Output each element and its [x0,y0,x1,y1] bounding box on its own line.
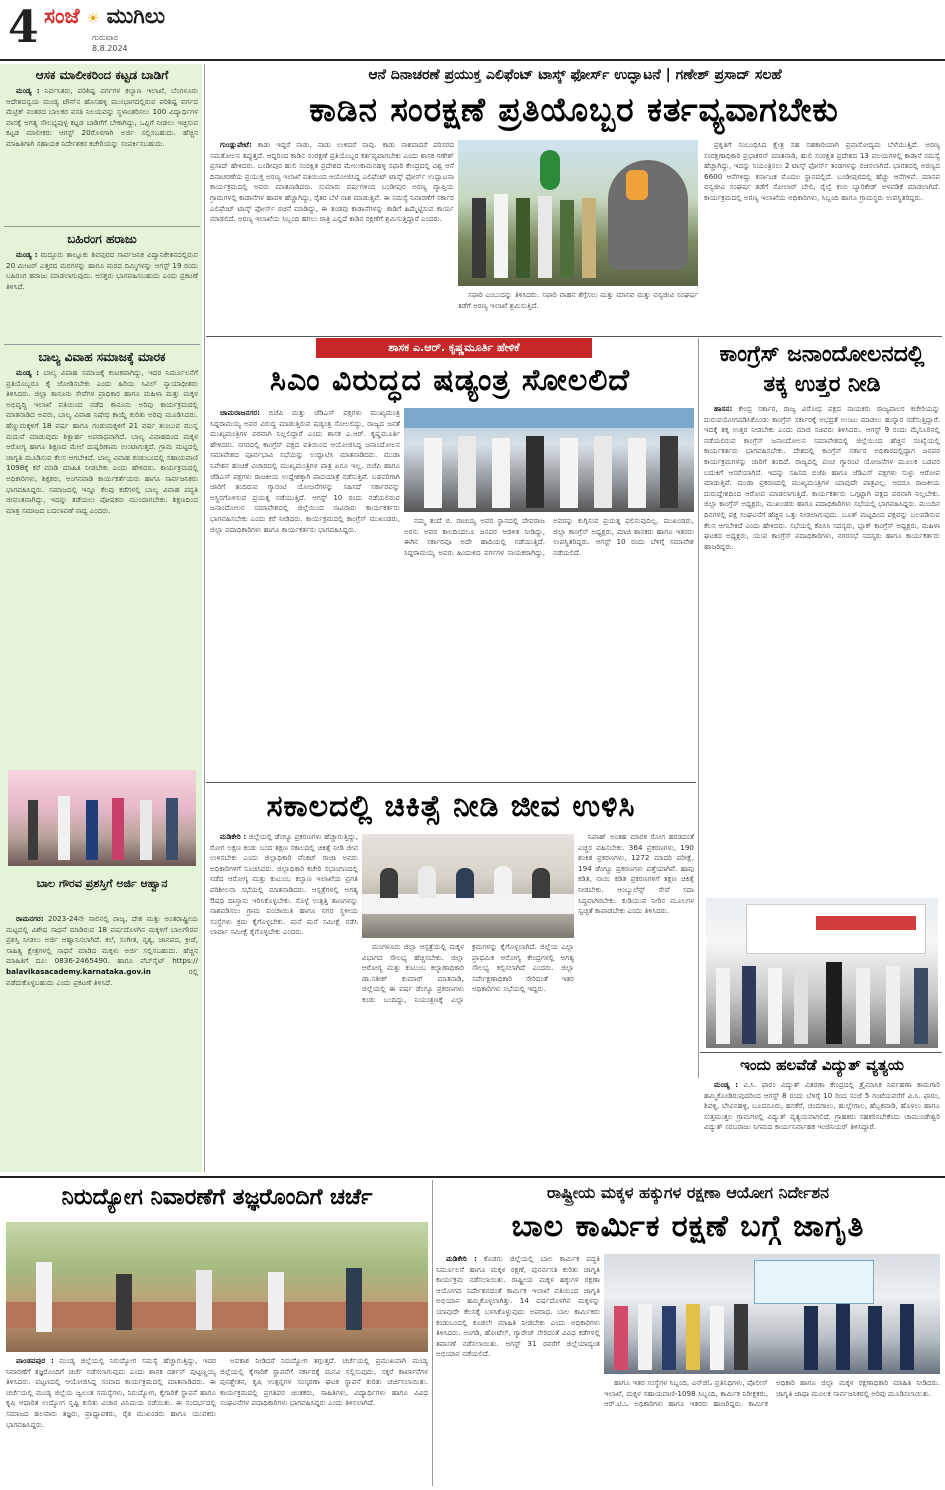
left-story3-body [6,368,198,764]
divider [206,782,696,783]
right1-body [704,404,940,894]
mid2-body [210,832,358,1172]
left-story4-tail: ರಲ್ಲಿ ಪಡೆದುಕೊಳ್ಳಬಹುದು ಎಂದು ಪ್ರಕಟಣೆ ತಿಳಿಸಿದೆ. [6,966,198,987]
mid2-text: ಜಿಲ್ಲೆಯಲ್ಲಿ ಡೆಂಗ್ಯೂ ಪ್ರಕರಣಗಳು ಹೆಚ್ಚಾಗುತ್ತಿದ್ದು, ರೋಗ ಲಕ್ಷಣ ಕಂಡು ಬಂದ ತಕ್ಷಣ ಸಕಾಲದಲ್ಲಿ ಚಿಕಿತ್ಸೆ ನೀಡಿ ಜೀವ ಉಳಿಸಬೇಕು ಎಂದು ಜಿಲ್ಲಾಧಿಕಾರಿ ವೆಂಕಟ್ ರಾಜಾ ಅವರು ಅಧಿಕಾರಿಗಳಿಗೆ ಸೂಚಿಸಿದರು. ಜಿಲ್ಲಾಧಿಕಾರಿ ಕಚೇರಿ ಸಭಾಂಗಣದಲ್ಲಿ ನಡೆದ ಆರೋಗ್ಯ ಮತ್ತು ಕುಟುಂಬ ಕಲ್ಯಾಣ ಇಲಾಖೆಯ ಪ್ರಗತಿ ಪರಿಶೀಲನಾ ಸಭೆಯಲ್ಲಿ ಮಾತನಾಡಿದರು. ಆಸ್ಪತ್ರೆಗಳಲ್ಲಿ ಅಗತ್ಯ ಔಷಧಿ ದಾಸ್ತಾನು ಇರಿಸಿಕೊಳ್ಳಬೇಕು. ಸೊಳ್ಳೆ ಉತ್ಪತ್ತಿ ತಾಣಗಳನ್ನು ನಾಶಪಡಿಸಲು ಗ್ರಾಮ ಪಂಚಾಯಿತಿ ಹಾಗೂ ನಗರ ಸ್ಥಳೀಯ ಸಂಸ್ಥೆಗಳು ಕ್ರಮ ಕೈಗೊಳ್ಳಬೇಕು. ಮನೆ ಮನೆ ಸಮೀಕ್ಷೆ ನಡೆಸಿ ಲಾರ್ವಾ ಸಮೀಕ್ಷೆ ಕೈಗೊಳ್ಳಬೇಕು ಎಂದರು. [210,832,358,937]
top-body [210,140,454,334]
mid2-body3 [578,832,694,1172]
right1-dateline: ಹಾಸನ: [714,404,733,413]
paper-name-red: ಸಂಜೆ [44,4,80,28]
mid1-text2: ನಮ್ಮ ತಂದೆ ಬಿ. ರಾಚಯ್ಯ ಅವರ ಸ್ಥಾನದಲ್ಲಿ ದೇವರಾಜ ಅರಸು ಅವರ ಕಾಲದಿಂದಲೂ ಜನಪರ ಆಡಳಿತ ನೀಡಿದ್ದು, ಈಗಿನ ಸರ್ಕಾರವೂ ಅದೇ ಹಾದಿಯಲ್ಲಿ ನಡೆಯುತ್ತಿದೆ. ಸಿದ್ದರಾಮಯ್ಯ ಅವರು ಹಿಂದುಳಿದ ವರ್ಗಗಳ ನಾಯಕರಾಗಿದ್ದು, ಅವರನ್ನು ಕುಗ್ಗಿಸುವ ಪ್ರಯತ್ನ ಫಲಿಸುವುದಿಲ್ಲ. ಮುಖಂಡರು, ಜಿಲ್ಲಾ ಕಾಂಗ್ರೆಸ್ ಅಧ್ಯಕ್ಷರು, ಮಾಜಿ ಶಾಸಕರು ಹಾಗೂ ಇತರರು ಉಪಸ್ಥಿತರಿದ್ದರು. ಆಗಸ್ಟ್ 10 ರಂದು ಬೆಳಿಗ್ಗೆ ಸಮಾವೇಶ ನಡೆಯಲಿದೆ. [404,516,694,557]
mid1-dateline: ಚಾಮರಾಜನಗರ: [220,408,261,417]
mid2-dateline: ಮಡಿಕೇರಿ : [220,832,247,841]
bottom-left-body2 [220,1356,428,1486]
section-rule [0,1176,945,1178]
mid2-body2 [362,942,574,1172]
mid2-headline: ಸಕಾಲದಲ್ಲಿ ಚಿಕಿತ್ಸೆ ನೀಡಿ ಜೀವ ಉಳಿಸಿ [266,789,636,824]
right2-body [704,1080,940,1172]
mid1-body [210,408,400,778]
paper-name-black: ಮುಗಿಲು [106,4,166,28]
sun-icon: ☀ [86,11,100,27]
left-story4-url[interactable]: balavikasacademy.karnataka.gov.in [6,966,151,976]
mid2-text3: ನಿಪಾಹ್ ಅಂತಹ ಮಾರಕ ರೋಗ ಹರಡದಂತೆ ಎಚ್ಚರ ವಹಿಸಬೇಕು. 364 ಪ್ರಕರಣಗಳು, 190 ಶಂಕಿತ ಪ್ರಕರಣಗಳು, 1272 ಮಾದರಿ ಪರೀಕ್ಷೆ, 194 ಡೆಂಗ್ಯೂ ಪ್ರಕರಣಗಳು ಪತ್ತೆಯಾಗಿವೆ. ಹಾವು ಕಡಿತ, ನಾಯಿ ಕಡಿತ ಪ್ರಕರಣಗಳಿಗೆ ತಕ್ಷಣ ಚಿಕಿತ್ಸೆ ನೀಡಬೇಕು. ಆಂಬ್ಯುಲೆನ್ಸ್ ಸೇವೆ ಸದಾ ಸಿದ್ಧವಾಗಿರಬೇಕು. ಕುಡಿಯುವ ನೀರಿನ ಮೂಲಗಳ ಸ್ವಚ್ಛತೆ ಕಾಪಾಡಬೇಕು ಎಂದು ತಿಳಿಸಿದರು. [578,832,694,916]
bottom-left-text2: ಅವಕಾಶ ನೀಡಿದರೆ ನಿರುದ್ಯೋಗ ತಗ್ಗುತ್ತದೆ. ಚರ್ಚೆಯಲ್ಲಿ ಪ್ರಮುಖವಾಗಿ ಮಂಡ್ಯ ಜಿಲ್ಲೆಯಲ್ಲಿ ಕೈಗಾರಿಕೆ ಸ್ಥಾಪನೆಗೆ ಸರ್ಕಾರಕ್ಕೆ ಮನವಿ ಸಲ್ಲಿಸುವುದು, ಸಕ್ಕರೆ ಕಾರ್ಖಾನೆಗಳ ಪುನಶ್ಚೇತನ, ಕೃಷಿ ಉತ್ಪನ್ನಗಳ ಸಂಸ್ಕರಣಾ ಘಟಕ ಸ್ಥಾಪನೆ ಕುರಿತು ಚರ್ಚಿಸಲಾಯಿತು. ಕಾರ್ಯಕ್ರಮದಲ್ಲಿ ಪ್ರಗತಿಪರ ಚಿಂತಕರು, ಸಾಹಿತಿಗಳು, ವಿದ್ಯಾರ್ಥಿಗಳು ಹಾಗೂ ವಿವಿಧ ಸಂಘಟನೆಗಳ ಪದಾಧಿಕಾರಿಗಳು ಭಾಗವಹಿಸಿದ್ದರು ಎಂದು ತಿಳಿಸಲಾಗಿದೆ. [220,1356,428,1408]
bottom-left-body [6,1356,216,1486]
masthead-rule [0,59,945,61]
top-text: ಕಾಡು ಇದ್ದರೆ ನಾಡು, ನಾಡು ಉಳಿದರೆ ನಾವು. ಕಾಡು ನಾಶವಾದರೆ ಪರಿಸರದ ಸಮತೋಲನ ತಪ್ಪುತ್ತದೆ. ಆದ್ದರಿಂದ ಕಾಡಿನ ಸಂರಕ್ಷಣೆ ಪ್ರತಿಯೊಬ್ಬರ ಕರ್ತವ್ಯವಾಗಬೇಕು ಎಂದು ಶಾಸಕ ಗಣೇಶ್ ಪ್ರಸಾದ್ ಹೇಳಿದರು. ಬಂಡೀಪುರ ಹುಲಿ ಸಂರಕ್ಷಿತ ಪ್ರದೇಶದ ಮೇಲುಕಾಮನಹಳ್ಳಿ ಸಫಾರಿ ಕೇಂದ್ರದಲ್ಲಿ ವಿಶ್ವ ಆನೆ ದಿನಾಚರಣೆಯ ಪ್ರಯುಕ್ತ ಅರಣ್ಯ ಇಲಾಖೆ ವತಿಯಿಂದ ಆಯೋಜಿಸಿದ್ದ ಎಲಿಫೆಂಟ್ ಟಾಸ್ಕ್ ಫೋರ್ಸ್ ಉದ್ಘಾಟನಾ ಕಾರ್ಯಕ್ರಮದಲ್ಲಿ ಅವರು ಮಾತನಾಡಿದರು. ಸುಮಾರು ವರ್ಷಗಳಿಂದ ಬಂಡೀಪುರ ಅರಣ್ಯ ವ್ಯಾಪ್ತಿಯ ಗ್ರಾಮಗಳಲ್ಲಿ ಕಾಡಾನೆಗಳ ಹಾವಳಿ ಹೆಚ್ಚಾಗಿದ್ದು, ರೈತರ ಬೆಳೆ ನಾಶ ಮಾಡುತ್ತಿವೆ. ಈ ಸಮಸ್ಯೆ ನಿವಾರಣೆಗೆ ಸರ್ಕಾರ ಎಲಿಫೆಂಟ್ ಟಾಸ್ಕ್ ಫೋರ್ಸ್ ರಚನೆ ಮಾಡಿದ್ದು, ಈ ತಂಡವು ಕಾಡಾನೆಗಳನ್ನು ಕಾಡಿಗೆ ಹಿಮ್ಮೆಟ್ಟಿಸುವ ಕಾರ್ಯ ಮಾಡಲಿದೆ. ಅರಣ್ಯ ಇಲಾಖೆಯ ಸಿಬ್ಬಂದಿ ಹಗಲು ರಾತ್ರಿ ಎನ್ನದೆ ಕಾಡಿನ ರಕ್ಷಣೆಗೆ ಶ್ರಮಿಸುತ್ತಿದ್ದಾರೆ ಎಂದರು. [210,140,454,224]
bottom-left-headline: ನಿರುದ್ಯೋಗ ನಿವಾರಣೆಗೆ ತಜ್ಞರೊಂದಿಗೆ ಚರ್ಚೆ [61,1185,373,1210]
divider [4,344,200,345]
top-body-right [704,140,940,334]
top-headline: ಕಾಡಿನ ಸಂರಕ್ಷಣೆ ಪ್ರತಿಯೊಬ್ಬರ ಕರ್ತವ್ಯವಾಗಬೇಕು [309,90,839,129]
left-story1-text: ನಿರ್ವಸಿತರು, ಪರಿಶಿಷ್ಟ ವರ್ಗಗಳ ಕಲ್ಯಾಣ ಇಲಾಖೆ, ಬೆಂಗಳೂರು ಆದೇಶದನ್ವಯ ಮಂಡ್ಯ ಟೌನ್‌ನ ಹೊಸಹಳ್ಳಿ ಮುಂಭಾಗದಲ್ಲಿರುವ ಪರಿಶಿಷ್ಟ ವರ್ಗದ ಮೆಟ್ರಿಕ್ ನಂತರದ ಬಾಲಕರ ವಸತಿ ನಿಲಯವನ್ನು ಸ್ಥಳಾಂತರಿಸಲು 100 ವಿದ್ಯಾರ್ಥಿಗಳ ವಾಸಕ್ಕೆ ಅಗತ್ಯ ಸೌಲಭ್ಯವುಳ್ಳ ಕಟ್ಟಡ ಬಾಡಿಗೆಗೆ ಬೇಕಾಗಿದ್ದು, ಒಪ್ಪಿಗೆ ನೀಡಲು ಇಚ್ಛಿಸುವ ಕಟ್ಟಡ ಮಾಲೀಕರು ಆಗಸ್ಟ್ 20ರೊಳಗಾಗಿ ಅರ್ಜಿ ಸಲ್ಲಿಸಬಹುದು. ಹೆಚ್ಚಿನ ಮಾಹಿತಿಗಾಗಿ ಸಹಾಯಕ ನಿರ್ದೇಶಕರ ಕಚೇರಿಯನ್ನು ಸಂಪರ್ಕಿಸಬಹುದು. [6,86,198,148]
bottom-right-body2 [604,1378,940,1486]
divider [206,336,942,337]
mid1-headline: ಸಿಎಂ ವಿರುದ್ಧದ ಷಡ್ಯಂತ್ರ ಸೋಲಲಿದೆ [270,363,630,398]
column-rule [204,64,205,1172]
page-number: 4 [8,2,39,53]
bottom-left-text: ಮಂಡ್ಯ ಜಿಲ್ಲೆಯಲ್ಲಿ ನಿರುದ್ಯೋಗ ಸಮಸ್ಯೆ ಹೆಚ್ಚಾಗುತ್ತಿದ್ದು, ಇದರ ನಿವಾರಣೆಗೆ ತಜ್ಞರೊಂದಿಗೆ ಚರ್ಚೆ ನಡೆಸಲಾಗುವುದು ಎಂದು ಶಾಸಕ ದರ್ಶನ್ ಪುಟ್ಟಣ್ಣಯ್ಯ ತಿಳಿಸಿದರು. ಪಟ್ಟಣದಲ್ಲಿ ಆಯೋಜಿಸಿದ್ದ ಸಂವಾದ ಕಾರ್ಯಕ್ರಮದಲ್ಲಿ ಮಾತನಾಡಿದರು. ಈ ಚರ್ಚೆಯಲ್ಲಿ ಮಂಡ್ಯ ಜಿಲ್ಲೆಯ ಜ್ವಲಂತ ಸಮಸ್ಯೆಗಳು, ನಿರುದ್ಯೋಗ, ಕೈಗಾರಿಕೆ ಸ್ಥಾಪನೆ ಹಾಗೂ ಕೃಷಿ ಆಧಾರಿತ ಉದ್ಯೋಗ ಸೃಷ್ಟಿ ಕುರಿತು ವಿಚಾರ ವಿನಿಮಯ ನಡೆಯಿತು. ಈ ಸಂದರ್ಭದಲ್ಲಿ ಸಮಾಜದ ಹಲವಾರು ತಜ್ಞರು, ಪ್ರಾಧ್ಯಾಪಕರು, ರೈತ ಮುಖಂಡರು ಹಾಗೂ ಯುವಕರು ಭಾಗವಹಿಸಿದ್ದರು. [6,1356,216,1429]
mid1-kicker: ಶಾಸಕ ಎ.ಆರ್. ಕೃಷ್ಣಮೂರ್ತಿ ಹೇಳಿಕೆ [316,338,592,358]
divider [700,1052,942,1053]
elephant-photo [458,140,698,286]
masthead [0,0,945,58]
left-story2-body [6,250,198,340]
left-story2-text: ಮದ್ದೂರು ತಾಲ್ಲೂಕು ಶಿವಪುರದ ಸಾರ್ವಜನಿಕ ವಿದ್ಯಾನಿಕೇತನದಲ್ಲಿರುವ 20 ಮೀಟರ್ ಎತ್ತರದ ಮರಗಳನ್ನು ಹಾಗೂ ಮರದ ದಿಮ್ಮಿಗಳನ್ನು ಆಗಸ್ಟ್ 19 ರಂದು ಬಹಿರಂಗ ಹರಾಜು ಮಾಡಲಾಗುವುದು. ಆಸಕ್ತರು ಭಾಗವಹಿಸಬಹುದು ಎಂದು ಪ್ರಕಟಣೆ ತಿಳಿಸಿದೆ. [6,250,198,291]
bottom-left-dateline: ಪಾಂಡವಪುರ : [16,1356,54,1365]
left-story1-body [6,86,198,222]
right2-text: ವಿ.ಸಿ. ಫಾರಂ ವಿದ್ಯುತ್ ವಿತರಣಾ ಕೇಂದ್ರದಲ್ಲಿ ತ್ರೈಮಾಸಿಕ ನಿರ್ವಹಣಾ ಕಾಮಗಾರಿ ಹಮ್ಮಿಕೊಂಡಿರುವುದರಿಂದ ಆಗಸ್ಟ್ 8 ರಂದು ಬೆಳಿಗ್ಗೆ 10 ರಿಂದ ಸಂಜೆ 5 ಗಂಟೆಯವರೆಗೆ ವಿ.ಸಿ. ಫಾರಂ, ಶಿವಳ್ಳಿ, ಬೇವಿನಹಳ್ಳಿ, ಬೂದನೂರು, ಹನಕೆರೆ, ಚಂದಗಾಲು, ಹುಲ್ಲೇಗಾಲ, ಹೆಬ್ಬಕವಾಡಿ, ಹೊಳಲು ಹಾಗೂ ಸುತ್ತಮುತ್ತಲ ಗ್ರಾಮಗಳಲ್ಲಿ ವಿದ್ಯುತ್ ವ್ಯತ್ಯಯವಾಗಲಿದೆ. ಗ್ರಾಹಕರು ಸಹಕರಿಸಬೇಕೆಂದು ಚಾಮುಂಡೇಶ್ವರಿ ವಿದ್ಯುತ್ ಸರಬರಾಜು ನಿಗಮದ ಕಾರ್ಯನಿರ್ವಾಹಕ ಇಂಜಿನಿಯರ್ ತಿಳಿಸಿದ್ದಾರೆ. [704,1080,940,1132]
left-story3-text: ಬಾಲ್ಯ ವಿವಾಹ ಸಮಾಜಕ್ಕೆ ಕಂಟಕವಾಗಿದ್ದು, ಇದರ ನಿರ್ಮೂಲನೆಗೆ ಪ್ರತಿಯೊಬ್ಬರೂ ಕೈ ಜೋಡಿಸಬೇಕು ಎಂದು ಹಿರಿಯ ಸಿವಿಲ್ ನ್ಯಾಯಾಧೀಶರು ತಿಳಿಸಿದರು. ಜಿಲ್ಲಾ ಕಾನೂನು ಸೇವೆಗಳ ಪ್ರಾಧಿಕಾರ ಹಾಗೂ ಮಹಿಳಾ ಮತ್ತು ಮಕ್ಕಳ ಅಭಿವೃದ್ಧಿ ಇಲಾಖೆ ವತಿಯಿಂದ ನಡೆದ ಕಾನೂನು ಅರಿವು ಕಾರ್ಯಕ್ರಮದಲ್ಲಿ ಮಾತನಾಡಿದ ಅವರು, ಬಾಲ್ಯ ವಿವಾಹ ನಿಷೇಧ ಕಾಯ್ದೆ ಕುರಿತು ಅರಿವು ಮೂಡಿಸಿದರು. ಹೆಣ್ಣುಮಕ್ಕಳಿಗೆ 18 ವರ್ಷ ಹಾಗೂ ಗಂಡುಮಕ್ಕಳಿಗೆ 21 ವರ್ಷ ತುಂಬುವ ಮುನ್ನ ಮದುವೆ ಮಾಡುವುದು ಶಿಕ್ಷಾರ್ಹ ಅಪರಾಧವಾಗಿದೆ. ಬಾಲ್ಯ ವಿವಾಹದಿಂದ ಮಕ್ಕಳ ಆರೋಗ್ಯ ಹಾಗೂ ಶಿಕ್ಷಣದ ಮೇಲೆ ದುಷ್ಪರಿಣಾಮ ಉಂಟಾಗುತ್ತದೆ. ಗ್ರಾಮ ಮಟ್ಟದಲ್ಲಿ ಜಾಗೃತಿ ಮೂಡಿಸುವ ಕೆಲಸ ಆಗಬೇಕಿದೆ. ಬಾಲ್ಯ ವಿವಾಹ ಕಂಡುಬಂದಲ್ಲಿ ಸಹಾಯವಾಣಿ 1098ಕ್ಕೆ ಕರೆ ಮಾಡಿ ಮಾಹಿತಿ ನೀಡಬೇಕು ಎಂದು ಹೇಳಿದರು. ಕಾರ್ಯಕ್ರಮದಲ್ಲಿ ಅಧಿಕಾರಿಗಳು, ಶಿಕ್ಷಕರು, ಅಂಗನವಾಡಿ ಕಾರ್ಯಕರ್ತೆಯರು ಹಾಗೂ ಸಾರ್ವಜನಿಕರು ಭಾಗವಹಿಸಿದ್ದರು. ಸಮಾಜದಲ್ಲಿ ಇನ್ನೂ ಕೆಲವು ಕಡೆಗಳಲ್ಲಿ ಬಾಲ್ಯ ವಿವಾಹ ಪದ್ಧತಿ ಜೀವಂತವಾಗಿದ್ದು, ಇದನ್ನು ತಡೆಯಲು ಪೋಷಕರು ಮುಂದಾಗಬೇಕು. ಶಿಕ್ಷಣದಿಂದ ಮಾತ್ರ ಸಮಾಜದ ಬದಲಾವಣೆ ಸಾಧ್ಯ ಎಂದರು. [6,368,198,515]
right2-headline: ಇಂದು ಹಲವೆಡೆ ವಿದ್ಯುತ್ ವ್ಯತ್ಯಯ [740,1056,904,1074]
bottom-right-text: ಕೊಡಗು ಜಿಲ್ಲೆಯಲ್ಲಿ ಬಾಲ ಕಾರ್ಮಿಕ ಪದ್ಧತಿ ನಿರ್ಮೂಲನೆ ಹಾಗೂ ಮಕ್ಕಳ ರಕ್ಷಣೆ, ಪುನರ್ವಸತಿ ಕುರಿತು ಜಾಗೃತಿ ಕಾರ್ಯಕ್ರಮ ನಡೆಸಲಾಯಿತು. ರಾಷ್ಟ್ರೀಯ ಮಕ್ಕಳ ಹಕ್ಕುಗಳ ರಕ್ಷಣಾ ಆಯೋಗದ ನಿರ್ದೇಶನದಂತೆ ಕಾರ್ಮಿಕ ಇಲಾಖೆ ವತಿಯಿಂದ ಜಾಗೃತಿ ಅಭಿಯಾನ ಹಮ್ಮಿಕೊಳ್ಳಲಾಗಿತ್ತು. 14 ವರ್ಷದೊಳಗಿನ ಮಕ್ಕಳನ್ನು ಯಾವುದೇ ಕೆಲಸಕ್ಕೆ ಬಳಸಿಕೊಳ್ಳುವುದು ಅಪರಾಧ. ಬಾಲ ಕಾರ್ಮಿಕರು ಕಂಡುಬಂದಲ್ಲಿ ಕೂಡಲೇ ಮಾಹಿತಿ ನೀಡಬೇಕು ಎಂದು ಅಧಿಕಾರಿಗಳು ತಿಳಿಸಿದರು. ಅಂಗಡಿ, ಹೋಟೆಲ್, ಗ್ಯಾರೇಜ್ ಸೇರಿದಂತೆ ವಿವಿಧ ಕಡೆಗಳಲ್ಲಿ ತಪಾಸಣೆ ನಡೆಸಲಾಯಿತು. ಆಗಸ್ಟ್ 31 ರವರೆಗೆ ಜಿಲ್ಲೆಯಾದ್ಯಂತ ಅಭಿಯಾನ ನಡೆಯಲಿದೆ. [436,1254,600,1359]
left-story4-dateline: ರಾಮನಗರ: [16,914,44,923]
top-caption-text: ಸಫಾರಿ ಎಂಬುದನ್ನು ತಿಳಿಸಿದರು. ಸಫಾರಿ ವಾಹನ ತೆಗ್ಗೆಸಲು ಮತ್ತು ಮಾನವ ಮತ್ತು ವನ್ಯಜೀವಿ ಸಂಘರ್ಷ ತಡೆಗೆ ಅರಣ್ಯ ಇಲಾಖೆ ಶ್ರಮಿಸುತ್ತಿದೆ. [458,290,698,310]
bottom-right-dateline: ಮಡಿಕೇರಿ : [446,1254,477,1263]
right2-dateline: ಮಂಡ್ಯ : [714,1080,738,1089]
left-story4-text: 2023-24ನೇ ಸಾಲಿನಲ್ಲಿ ರಾಜ್ಯ, ದೇಶ ಮತ್ತು ಅಂತರಾಷ್ಟ್ರೀಯ ಮಟ್ಟದಲ್ಲಿ ವಿಶೇಷ ಸಾಧನೆ ಮಾಡಿರುವ 18 ವರ್ಷದೊಳಗಿನ ಮಕ್ಕಳಿಗೆ ಬಾಲಗೌರವ ಪ್ರಶಸ್ತಿ ನೀಡಲು ಅರ್ಜಿ ಆಹ್ವಾನಿಸಲಾಗಿದೆ. ಕಲೆ, ಸಂಗೀತ, ನೃತ್ಯ, ಜಾನಪದ, ಕ್ರೀಡೆ, ಸಾಹಿತ್ಯ ಕ್ಷೇತ್ರಗಳಲ್ಲಿ ಸಾಧನೆ ಮಾಡಿದ ಮಕ್ಕಳು ಅರ್ಜಿ ಸಲ್ಲಿಸಬಹುದು. ಹೆಚ್ಚಿನ ಮಾಹಿತಿಗೆ ದೂ: 0836-2465490. ಹಾಗೂ ವೆಬ್‌ಸೈಟ್ https:// [6,914,198,966]
mid2-text2: ಮಂಗಳೂರು ಜಿಲ್ಲಾ ಆಸ್ಪತ್ರೆಯಲ್ಲಿ ಮಕ್ಕಳ ವಿಭಾಗದ ಸೌಲಭ್ಯ ಹೆಚ್ಚಿಸಬೇಕು. ಜಿಲ್ಲಾ ಆರೋಗ್ಯ ಮತ್ತು ಕುಟುಂಬ ಕಲ್ಯಾಣಾಧಿಕಾರಿ ಡಾ.ಸತೀಶ್ ಕುಮಾರ್ ಮಾತನಾಡಿ, ಜಿಲ್ಲೆಯಲ್ಲಿ ಈ ವರ್ಷ ಡೆಂಗ್ಯೂ ಪ್ರಕರಣಗಳು ಕಂಡು ಬಂದಿದ್ದು, ನಿಯಂತ್ರಣಕ್ಕೆ ಎಲ್ಲಾ ಕ್ರಮಗಳನ್ನು ಕೈಗೊಳ್ಳಲಾಗಿದೆ. ಜಿಲ್ಲೆಯ ಎಲ್ಲಾ ಪ್ರಾಥಮಿಕ ಆರೋಗ್ಯ ಕೇಂದ್ರಗಳಲ್ಲಿ ಅಗತ್ಯ ಸೌಲಭ್ಯ ಕಲ್ಪಿಸಲಾಗಿದೆ ಎಂದರು. ಜಿಲ್ಲಾ ಸರ್ವೇಕ್ಷಣಾಧಿಕಾರಿ ಸೇರಿದಂತೆ ಇತರ ಅಧಿಕಾರಿಗಳು ಸಭೆಯಲ್ಲಿ ಇದ್ದರು. [362,942,574,1004]
right1-photo [706,898,938,1048]
left-story-photo [8,770,196,866]
mid1-text: ಬಿಜೆಪಿ ಮತ್ತು ಜೆಡಿಎಸ್ ಪಕ್ಷಗಳು ಮುಖ್ಯಮಂತ್ರಿ ಸಿದ್ದರಾಮಯ್ಯ ಅವರ ವಿರುದ್ಧ ಮಾಡುತ್ತಿರುವ ಷಡ್ಯಂತ್ರ ಸೋಲಲಿದ್ದು, ರಾಜ್ಯದ ಜನತೆ ಮುಖ್ಯಮಂತ್ರಿಗಳ ಪರವಾಗಿ ನಿಲ್ಲಲಿದ್ದಾರೆ ಎಂದು ಶಾಸಕ ಎ.ಆರ್. ಕೃಷ್ಣಮೂರ್ತಿ ಹೇಳಿದರು. ನಗರದಲ್ಲಿ ಕಾಂಗ್ರೆಸ್ ಪಕ್ಷದ ವತಿಯಿಂದ ಆಯೋಜಿಸಿದ್ದ ಜನಾಂದೋಲನ ಸಮಾವೇಶದ ಪೂರ್ವಭಾವಿ ಸಭೆಯನ್ನು ಉದ್ಘಾಟಿಸಿ ಮಾತನಾಡಿದರು. ಮುಡಾ ನಿವೇಶನ ಹಂಚಿಕೆ ವಿಚಾರದಲ್ಲಿ ಮುಖ್ಯಮಂತ್ರಿಗಳ ಪಾತ್ರ ಏನೂ ಇಲ್ಲ. ಬಿಜೆಪಿ ಹಾಗೂ ಜೆಡಿಎಸ್ ಪಕ್ಷಗಳು ರಾಜಕೀಯ ಉದ್ದೇಶಕ್ಕಾಗಿ ಪಾದಯಾತ್ರೆ ನಡೆಸುತ್ತಿವೆ. ಬಡವರಿಗಾಗಿ ಜಾರಿಗೆ ತಂದಿರುವ ಗ್ಯಾರಂಟಿ ಯೋಜನೆಗಳನ್ನು ಸಹಿಸದೆ ಸರ್ಕಾರವನ್ನು ಅಸ್ಥಿರಗೊಳಿಸುವ ಪ್ರಯತ್ನ ನಡೆಯುತ್ತಿದೆ. ಆಗಸ್ಟ್ 10 ರಂದು ನಡೆಯಲಿರುವ ಜನಾಂದೋಲನ ಸಮಾವೇಶದಲ್ಲಿ ಜಿಲ್ಲೆಯಿಂದ ಸಾವಿರಾರು ಕಾರ್ಯಕರ್ತರು ಭಾಗವಹಿಸಬೇಕು ಎಂದು ಕರೆ ನೀಡಿದರು. ಕಾರ್ಯಕ್ರಮದಲ್ಲಿ ಕಾಂಗ್ರೆಸ್ ಮುಖಂಡರು, ಜಿಲ್ಲಾ ಪದಾಧಿಕಾರಿಗಳು ಹಾಗೂ ಕಾರ್ಯಕರ್ತರು ಭಾಗವಹಿಸಿದ್ದರು. [210,408,400,534]
left-story4-headline: ಬಾಲ ಗೌರವ ಪ್ರಶಸ್ತಿಗೆ ಅರ್ಜಿ ಆಹ್ವಾನ [36,877,168,890]
mid1-body2 [404,516,694,778]
publication-day: ಗುರುವಾರ [92,33,118,42]
left-story2-dateline: ಮಂಡ್ಯ : [16,250,38,259]
left-story1-headline: ಆಸಕ ಮಾಲೀಕರಿಂದ ಕಟ್ಟಡ ಬಾಡಿಗೆ [35,68,169,82]
left-story1-dateline: ಮಂಡ್ಯ : [16,86,40,95]
left-story3-headline: ಬಾಲ್ಯ ವಿವಾಹ ಸಮಾಜಕ್ಕೆ ಮಾರಕ [38,350,166,364]
column-rule [698,338,699,1078]
left-story4-body [6,914,198,1166]
paper-name [44,4,165,29]
right1-headline: ಕಾಂಗ್ರೆಸ್ ಜನಾಂದೋಲನದಲ್ಲಿ ತಕ್ಕ ಉತ್ತರ ನೀಡಿ [719,342,925,397]
bottom-right-headline: ಬಾಲ ಕಾರ್ಮಿಕ ರಕ್ಷಣೆ ಬಗ್ಗೆ ಜಾಗೃತಿ [511,1209,865,1244]
bottom-right-body [436,1254,600,1486]
left-story2-headline: ಬಹಿರಂಗ ಹರಾಜು [67,232,137,246]
top-kicker: ಆನೆ ದಿನಾಚರಣೆ ಪ್ರಯುಕ್ತ ಎಲಿಫೆಂಟ್ ಟಾಸ್ಕ್ ಫೋರ್ಸ್ ಉದ್ಘಾಟನೆ | ಗಣೇಶ್ ಪ್ರಸಾದ್ ಸಲಹೆ [368,67,782,83]
mid1-photo [404,408,694,512]
publication-date: 8.8.2024 [92,44,128,53]
column-rule [432,1180,433,1486]
right1-text: ಕೇಂದ್ರ ಸರ್ಕಾರ, ರಾಜ್ಯ ವಿರೋಧ ಪಕ್ಷದ ನಾಯಕರು ರಾಜ್ಯಪಾಲರ ಕಚೇರಿಯನ್ನು ದುರುಪಯೋಗಪಡಿಸಿಕೊಂಡು ಕಾಂಗ್ರೆಸ್ ಸರ್ಕಾರಕ್ಕೆ ಅಭದ್ರತೆ ಉಂಟು ಮಾಡಲು ಹುನ್ನಾರ ನಡೆಸುತ್ತಿದ್ದಾರೆ. ಇದಕ್ಕೆ ತಕ್ಕ ಉತ್ತರ ನೀಡಬೇಕು ಎಂದು ಮಾಜಿ ಸಚಿವರು ತಿಳಿಸಿದರು. ಆಗಸ್ಟ್ 9 ರಂದು ಮೈಸೂರಿನಲ್ಲಿ ನಡೆಯಲಿರುವ ಕಾಂಗ್ರೆಸ್ ಜನಾಂದೋಲನ ಸಮಾವೇಶದಲ್ಲಿ ಜಿಲ್ಲೆಯಿಂದ ಹೆಚ್ಚಿನ ಸಂಖ್ಯೆಯಲ್ಲಿ ಕಾರ್ಯಕರ್ತರು ಭಾಗವಹಿಸಬೇಕು. ದೇಶದಲ್ಲಿ ಕಾಂಗ್ರೆಸ್ ಸರ್ಕಾರ ಅಧಿಕಾರದಲ್ಲಿದ್ದಾಗ ಜನಪರ ಕಾರ್ಯಕ್ರಮಗಳನ್ನು ಜಾರಿಗೆ ತಂದಿದೆ. ರಾಜ್ಯದಲ್ಲಿ ಪಂಚ ಗ್ಯಾರಂಟಿ ಯೋಜನೆಗಳ ಮೂಲಕ ಬಡವರ ಬದುಕಿಗೆ ಆಸರೆಯಾಗಿದೆ. ಇದನ್ನು ಸಹಿಸದ ಬಿಜೆಪಿ ಹಾಗೂ ಜೆಡಿಎಸ್ ಪಕ್ಷಗಳು ಸುಳ್ಳು ಆರೋಪ ಮಾಡುತ್ತಿವೆ. ಮುಡಾ ಪ್ರಕರಣದಲ್ಲಿ ಮುಖ್ಯಮಂತ್ರಿಗಳ ಯಾವುದೇ ಪಾತ್ರವಿಲ್ಲ. ಆದರೂ ರಾಜಕೀಯ ದುರುದ್ದೇಶದಿಂದ ಆರೋಪ ಮಾಡಲಾಗುತ್ತಿದೆ. ಕಾರ್ಯಕರ್ತರು ಒಗ್ಗಟ್ಟಾಗಿ ಪಕ್ಷದ ಪರವಾಗಿ ನಿಲ್ಲಬೇಕು. ಜಿಲ್ಲಾ ಕಾಂಗ್ರೆಸ್ ಅಧ್ಯಕ್ಷರು, ಮುಖಂಡರು ಹಾಗೂ ಪದಾಧಿಕಾರಿಗಳು ಸಭೆಯಲ್ಲಿ ಭಾಗವಹಿಸಿದ್ದರು. ಮುಂದಿನ ದಿನಗಳಲ್ಲಿ ಪಕ್ಷ ಸಂಘಟನೆಗೆ ಹೆಚ್ಚಿನ ಒತ್ತು ನೀಡಲಾಗುವುದು. ಬೂತ್ ಮಟ್ಟದಿಂದ ಪಕ್ಷವನ್ನು ಬಲಪಡಿಸುವ ಕೆಲಸ ಆಗಬೇಕಿದೆ ಎಂದು ಹೇಳಿದರು. ಸಭೆಯಲ್ಲಿ ಕೆಪಿಸಿಸಿ ಸದಸ್ಯರು, ಬ್ಲಾಕ್ ಕಾಂಗ್ರೆಸ್ ಅಧ್ಯಕ್ಷರು, ಮಹಿಳಾ ಘಟಕದ ಅಧ್ಯಕ್ಷರು, ಯುವ ಕಾಂಗ್ರೆಸ್ ಪದಾಧಿಕಾರಿಗಳು, ನಗರಸಭೆ ಸದಸ್ಯರು ಹಾಗೂ ಕಾರ್ಯಕರ್ತರು ಹಾಜರಿದ್ದರು. [704,404,940,551]
bottom-right-kicker: ರಾಷ್ಟ್ರೀಯ ಮಕ್ಕಳ ಹಕ್ಕುಗಳ ರಕ್ಷಣಾ ಆಯೋಗ ನಿರ್ದೇಶನ [546,1183,830,1202]
divider [4,226,200,227]
bottom-left-photo [6,1222,428,1352]
bottom-right-photo [604,1254,940,1374]
left-story3-dateline: ಮಂಡ್ಯ : [16,368,40,377]
bottom-right-text2: ಹಾಗೂ ಇತರ ಸಂಸ್ಥೆಗಳ ಸಿಬ್ಬಂದಿ, ಎನ್‌ಜಿಓ ಪ್ರತಿನಿಧಿಗಳು, ಪೊಲೀಸ್ ಇಲಾಖೆ, ಮಕ್ಕಳ ಸಹಾಯವಾಣಿ-1098 ಸಿಬ್ಬಂದಿ, ಕಾರ್ಮಿಕ ನಿರೀಕ್ಷಕರು, ಆರ್.ಟಿ.ಒ ಅಧಿಕಾರಿಗಳು ಹಾಗೂ ಇತರರು ಹಾಜರಿದ್ದರು. ಕಾರ್ಮಿಕ ಅಧಿಕಾರಿ ಹಾಗೂ ಜಿಲ್ಲಾ ಮಕ್ಕಳ ರಕ್ಷಣಾಧಿಕಾರಿ ಮಾಹಿತಿ ನೀಡಿದರು. ಜಾಗೃತಿ ಜಾಥಾ ಮೂಲಕ ಸಾರ್ವಜನಿಕರಲ್ಲಿ ಅರಿವು ಮೂಡಿಸಲಾಯಿತು. [604,1378,940,1409]
top-dateline: ಗುಂಡ್ಲುಪೇಟೆ: [220,140,252,149]
top-text-right: ಪ್ರಕೃತಿಗೆ ಸಂಬಂಧಿಸಿದ ಕ್ಷೇತ್ರ ಸಹ ಸಹಕಾರಿಯಾಗಿ ಪ್ರವಾಸೋದ್ಯಮ ಬೆಳೆಯುತ್ತಿದೆ. ಅರಣ್ಯ ಸಂರಕ್ಷಣಾಧಿಕಾರಿ ಪ್ರಭಾಕರನ್ ಮಾತನಾಡಿ, ಹುಲಿ ಸಂರಕ್ಷಿತ ಪ್ರದೇಶದ 13 ವಲಯಗಳಲ್ಲಿ ಕಾಡಾನೆ ಸಮಸ್ಯೆ ಹೆಚ್ಚಾಗಿದ್ದು, ಇದನ್ನು ನಿಯಂತ್ರಿಸಲು 2 ಟಾಸ್ಕ್ ಫೋರ್ಸ್ ತಂಡಗಳನ್ನು ರಚಿಸಲಾಗಿದೆ. ಭಾರತದಲ್ಲಿ ಅರಣ್ಯದ 6600 ಆನೆಗಳಿದ್ದು ಕರ್ನಾಟಕ ಮೊದಲ ಸ್ಥಾನದಲ್ಲಿದೆ. ಬಂಡೀಪುರದಲ್ಲಿ ಹೆಚ್ಚು ಆನೆಗಳಿವೆ. ಮಾನವ ವನ್ಯಜೀವಿ ಸಂಘರ್ಷ ತಡೆಗೆ ಸೋಲಾರ್ ಬೇಲಿ, ರೈಲ್ವೆ ಕಂಬಿ ಬ್ಯಾರಿಕೇಡ್ ಅಳವಡಿಕೆ ಮಾಡಲಾಗಿದೆ. ಕಾರ್ಯಕ್ರಮದಲ್ಲಿ ಅರಣ್ಯ ಇಲಾಖೆಯ ಅಧಿಕಾರಿಗಳು, ಸಿಬ್ಬಂದಿ ಹಾಗೂ ಗ್ರಾಮಸ್ಥರು ಉಪಸ್ಥಿತರಿದ್ದರು. [704,140,940,202]
mid2-photo [362,834,574,938]
top-photo-caption [458,290,698,334]
